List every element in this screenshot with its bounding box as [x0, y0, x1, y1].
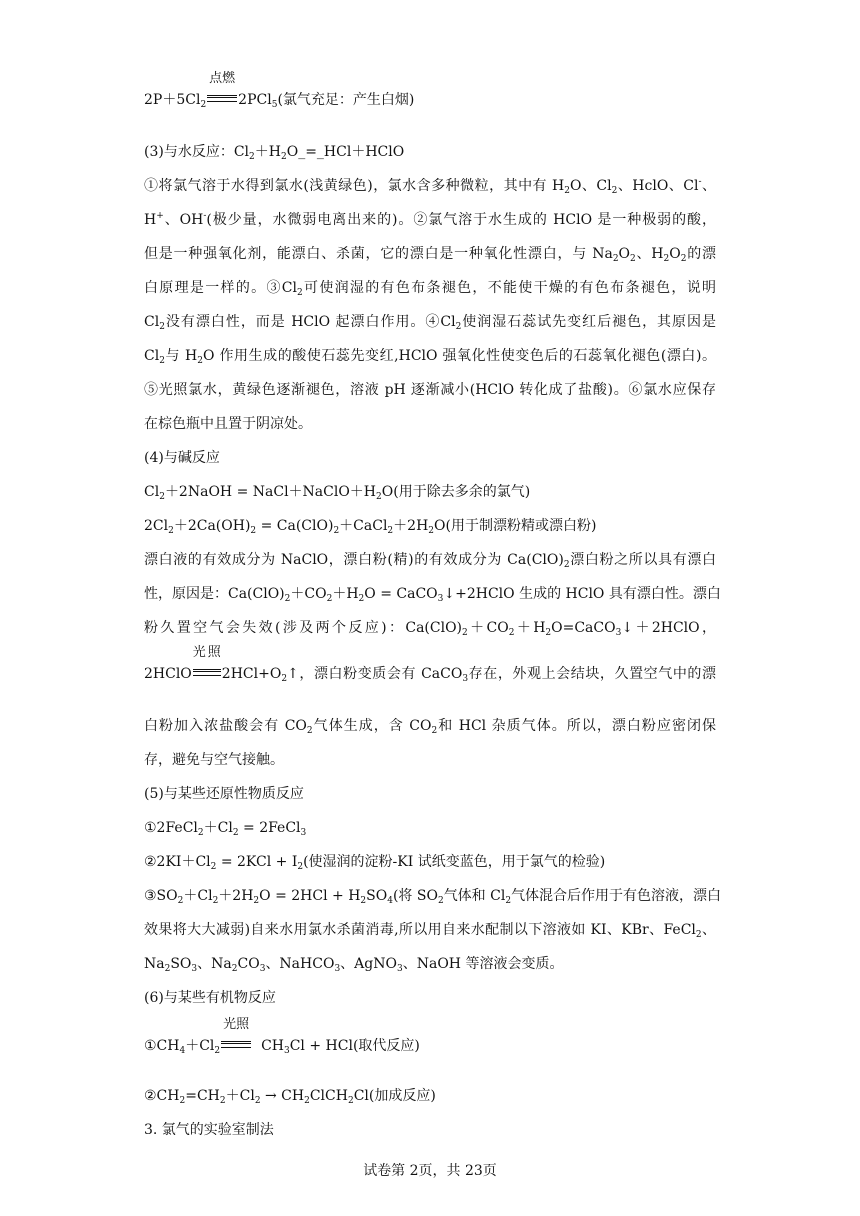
paragraph-line: 漂白液的有效成分为 NaClO，漂白粉(精)的有效成分为 $Ca(ClO)_2$漂白粉之所以具有漂白 [144, 552, 716, 570]
reaction-condition-ignite: 点燃 [207, 90, 237, 110]
equation-hypochlorous-light: 2HClO 光照 $2HCl+O_2↑$，漂白粉变质会有 CaCO$_3$存在，外观上会结块，久置空气中的漂 [144, 645, 716, 684]
equation-ethylene-chlorine: $②CH_2=CH_2+Cl_2$ → $CH_2ClCH_2Cl$(加成反应) [144, 1088, 436, 1106]
paragraph-line: 白原理是一样的。$③Cl_2$可使润湿的有色布条褪色，不能使干燥的有色布条褪色，说明 [144, 280, 716, 298]
equation-line: $Cl_2+2NaOH$ = $NaCl+NaClO+H_2O$(用于除去多余的氯气) [144, 484, 531, 502]
paragraph-line: 存，避免与空气接触。 [144, 752, 284, 768]
section-heading-base: (4)与碱反应 [144, 450, 220, 466]
reaction-condition-light: 光照 [221, 1036, 251, 1056]
paragraph-line: 在棕色瓶中且置于阴凉处。 [144, 416, 312, 432]
paragraph-line: $Cl_2$没有漂白性，而是 HClO 起漂白作用。$④Cl_2$使润湿石蕊试先变红后褪色，其原因是 [144, 314, 717, 332]
equation-methane-chlorine: $①CH_4+Cl_2$ 光照 $CH_3Cl + HCl$(取代反应) [144, 1017, 420, 1056]
paragraph-line: 但是一种强氧化剂，能漂白、杀菌，它的漂白是一种氧化性漂白，与 $Na_2O_2$、$H_2O_2$的漂 [144, 246, 717, 264]
paragraph-line: $Na_2SO_3$、$Na_2CO_3$、NaHCO$_3$、AgNO$_3$、NaOH 等溶液会变质。 [144, 956, 564, 974]
section-heading-lab-prep: 3. 氯气的实验室制法 [144, 1122, 274, 1138]
equation-line: $2Cl_2+2Ca(OH)_2$ = $Ca(ClO)_2+CaCl_2+2H_2O$(用于制漂粉精或漂白粉) [144, 518, 597, 536]
section-heading-reducing: (5)与某些还原性物质反应 [144, 786, 304, 802]
reaction-condition-light: 光照 [193, 664, 221, 684]
paragraph-line: 白粉加入浓盐酸会有 $CO_2$气体生成，含 $CO_2$和 HCl 杂质气体。所以，漂白粉应密闭保 [144, 718, 717, 736]
paragraph-line: $Cl_2$与 $H_2O$ 作用生成的酸使石蕊先变红,HClO 强氧化性使变色后的石蕊氧化褪色(漂白)。 [144, 348, 716, 366]
paragraph-line: $③SO_2+Cl_2+2H_2O = 2HCl + H_2SO_4$(将 $SO_2$气体和 $Cl_2$气体混合后作用于有色溶液，漂白 [144, 888, 722, 906]
paragraph-line: 性，原因是：$Ca(ClO)_2+CO_2+H_2O$ = CaCO$_3$↓+2HClO 生成的 HClO 具有漂白性。漂白 [144, 586, 721, 604]
paragraph-line: ①将氯气溶于水得到氯水(浅黄绿色)，氯水含多种微粒，其中有 $H_2O$、$Cl_2$、HclO、Cl-、 [144, 177, 717, 196]
paragraph-line: H+、OH-(极少量，水微弱电离出来的)。②氯气溶于水生成的 HClO 是一种极弱的酸， [144, 211, 716, 228]
section-heading-organic: (6)与某些有机物反应 [144, 990, 276, 1006]
paragraph-line: 效果将大大减弱)自来水用氯水杀菌消毒,所以用自来水配制以下溶液如 KI、KBr、FeCl$_2$、 [144, 922, 716, 940]
equation-line: $②2KI+Cl_2 = 2KCl + I_2$(使湿润的淀粉-KI 试纸变蓝色，用于氯气的检验) [144, 854, 606, 872]
page-footer: 试卷第 2页，共 23页 [363, 1163, 497, 1179]
equation-line: $①2FeCl_2+Cl_2$ = 2FeCl$_3$ [144, 820, 307, 838]
paragraph-line: 粉久置空气会失效(涉及两个反应)：$Ca(ClO)_2+CO_2+H_2O=CaCO_3↓+2HClO$， [144, 620, 716, 638]
section-heading-water: (3)与水反应：$Cl_2+H_2O\_=\_HCl+HClO$ [144, 144, 405, 162]
equation-phosphorus-chlorine: $2P+5Cl_2$ 点燃 2PCl$_5$(氯气充足：产生白烟) [144, 71, 415, 110]
paragraph-line: ⑤光照氯水，黄绿色逐渐褪色，溶液 pH 逐渐减小(HClO 转化成了盐酸)。⑥氯水应保存 [144, 382, 716, 398]
